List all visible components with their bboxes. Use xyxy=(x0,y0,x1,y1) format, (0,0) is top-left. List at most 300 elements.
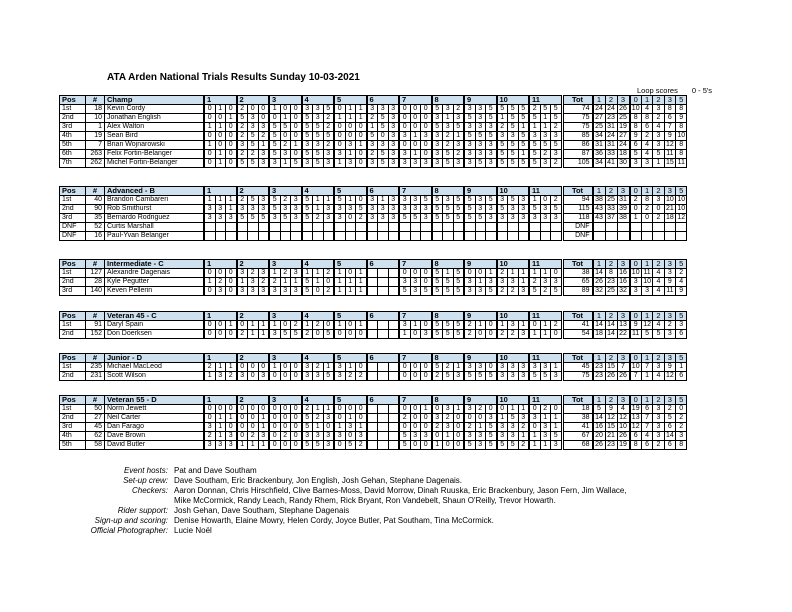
section-score-cell: 3 xyxy=(410,205,421,214)
section-score-cell: 5 xyxy=(540,141,551,150)
section-score-cell xyxy=(237,223,248,232)
rider-number-cell: 231 xyxy=(86,372,105,381)
loop-score-cell: 26 xyxy=(605,372,617,381)
section-score-cell: 2 xyxy=(497,287,508,296)
total-cell: 38 xyxy=(563,414,592,423)
table-row xyxy=(60,269,687,278)
section-score-cell: 3 xyxy=(302,363,313,372)
score-count-cell: 4 xyxy=(641,141,652,150)
section-score-cell: 1 xyxy=(335,159,346,168)
position-cell: 3rd xyxy=(60,214,86,223)
rider-name-cell: Michael MacLeod xyxy=(105,363,204,372)
section-score-cell: 0 xyxy=(530,321,541,330)
section-score-cell: 5 xyxy=(302,132,313,141)
section-score-cell xyxy=(486,223,497,232)
loop-score-cell: 23 xyxy=(605,441,617,450)
score-count-cell: 0 xyxy=(630,205,641,214)
section-score-cell: 1 xyxy=(302,269,313,278)
section-score-cell: 0 xyxy=(270,441,281,450)
section-score-cell: 1 xyxy=(215,159,226,168)
section-score-cell xyxy=(367,321,378,330)
header-loop: 11 xyxy=(530,187,562,196)
section-score-cell: 3 xyxy=(313,114,324,123)
section-score-cell: 1 xyxy=(530,123,541,132)
section-score-cell xyxy=(367,372,378,381)
header-loop-score: 3 xyxy=(617,187,629,196)
section-score-cell xyxy=(323,223,334,232)
section-score-cell: 3 xyxy=(465,141,476,150)
section-score-cell xyxy=(540,232,551,241)
table-row xyxy=(60,363,687,372)
header-loop: 1 xyxy=(205,354,237,363)
rider-number-cell: 1 xyxy=(86,123,105,132)
section-score-cell: 3 xyxy=(335,372,346,381)
section-score-cell: 5 xyxy=(237,114,248,123)
section-score-cell: 0 xyxy=(345,269,356,278)
loop-score-cell: 16 xyxy=(593,423,605,432)
header-loop: 3 xyxy=(270,187,302,196)
section-score-cell: 2 xyxy=(313,214,324,223)
section-score-cell xyxy=(378,414,389,423)
rider-name-cell: Sean Bird xyxy=(105,132,204,141)
section-score-cell: 3 xyxy=(453,114,464,123)
loop-score-cell: 23 xyxy=(593,363,605,372)
total-cell: 18 xyxy=(563,405,592,414)
section-score-cell xyxy=(248,223,259,232)
section-score-cell: 1 xyxy=(270,269,281,278)
section-score-cell: 0 xyxy=(421,150,432,159)
header-count: 1 xyxy=(641,354,652,363)
section-score-cell: 3 xyxy=(475,141,486,150)
section-score-cell: 0 xyxy=(335,441,346,450)
section-score-cell: 3 xyxy=(258,150,269,159)
section-score-cell: 3 xyxy=(497,432,508,441)
score-count-cell: 14 xyxy=(665,432,674,439)
class-name: Champ xyxy=(105,96,204,105)
rider-number-cell: 91 xyxy=(86,321,105,330)
section-score-cell: 3 xyxy=(540,363,551,372)
table-row xyxy=(60,141,687,150)
rider-number-cell: 45 xyxy=(86,423,105,432)
total-cell: DNF xyxy=(563,223,592,232)
section-score-cell: 3 xyxy=(258,159,269,168)
section-score-cell: 0 xyxy=(486,330,497,339)
header-loop: 2 xyxy=(237,354,269,363)
score-count-cell: 4 xyxy=(653,287,664,296)
loop-score-cell: 31 xyxy=(605,141,617,150)
section-score-cell: 5 xyxy=(400,432,411,441)
section-score-cell: 5 xyxy=(443,321,454,330)
section-score-cell: 1 xyxy=(518,150,529,159)
rider-number-cell: 27 xyxy=(86,414,105,423)
position-cell: 1st xyxy=(60,405,86,414)
loop-score-cell: 8 xyxy=(605,269,617,278)
section-score-cell: 5 xyxy=(530,372,541,381)
loop-score-cell: 14 xyxy=(605,330,617,339)
section-score-cell: 3 xyxy=(508,321,519,330)
loop-score-cell: 16 xyxy=(617,269,629,278)
header-loop: 9 xyxy=(465,396,497,405)
section-score-cell: 0 xyxy=(248,372,259,381)
section-score-cell: 1 xyxy=(345,278,356,287)
section-score-cell: 0 xyxy=(345,214,356,223)
total-cell: 118 xyxy=(563,214,592,223)
section-score-cell: 5 xyxy=(302,196,313,205)
header-loop: 2 xyxy=(237,396,269,405)
section-score-cell: 3 xyxy=(432,159,443,168)
section-score-cell: 1 xyxy=(215,423,226,432)
section-score-cell xyxy=(518,223,529,232)
section-score-cell: 1 xyxy=(335,287,346,296)
header-count: 3 xyxy=(664,354,675,363)
section-score-cell: 3 xyxy=(486,123,497,132)
section-score-cell: 3 xyxy=(443,123,454,132)
section-score-cell: 3 xyxy=(378,205,389,214)
section-score-cell xyxy=(356,232,367,241)
section-score-cell: 0 xyxy=(453,441,464,450)
section-score-cell: 1 xyxy=(356,141,367,150)
header-count: 5 xyxy=(676,396,687,405)
header-count: 5 xyxy=(676,312,687,321)
section-score-cell: 0 xyxy=(486,405,497,414)
section-score-cell: 5 xyxy=(465,205,476,214)
loop-score-cell: 18 xyxy=(617,150,629,159)
section-score-cell: 2 xyxy=(248,432,259,441)
score-count-cell: 3 xyxy=(653,105,664,114)
loop-score-cell: 9 xyxy=(605,405,617,414)
section-score-cell: 3 xyxy=(432,414,443,423)
loop-score-cell: 26 xyxy=(617,372,629,381)
total-cell: 94 xyxy=(563,196,592,205)
section-score-cell xyxy=(388,441,399,450)
table-row xyxy=(60,405,687,414)
score-count-cell: 1 xyxy=(630,214,641,223)
section-score-cell: 3 xyxy=(313,105,324,114)
section-score-cell: 1 xyxy=(313,196,324,205)
score-count-cell: 10 xyxy=(677,196,686,203)
section-score-cell: 0 xyxy=(215,330,226,339)
section-score-cell: 5 xyxy=(248,159,259,168)
section-score-cell xyxy=(400,232,411,241)
section-score-cell: 5 xyxy=(421,196,432,205)
section-score-cell: 3 xyxy=(486,141,497,150)
rider-name-cell: Rob Smithurst xyxy=(105,205,204,214)
section-score-cell: 0 xyxy=(486,363,497,372)
header-pos: Pos xyxy=(60,96,86,105)
score-count-cell: 6 xyxy=(641,441,652,450)
header-count: 0 xyxy=(630,396,641,405)
rider-number-cell: 262 xyxy=(86,159,105,168)
section-score-cell: 0 xyxy=(540,196,551,205)
header-pos: Pos xyxy=(60,354,86,363)
credit-row xyxy=(60,496,734,506)
section-score-cell xyxy=(302,232,313,241)
section-score-cell: 5 xyxy=(551,432,562,441)
header-count: 0 xyxy=(630,312,641,321)
section-score-cell xyxy=(345,223,356,232)
section-score-cell: 0 xyxy=(291,132,302,141)
total-cell: 67 xyxy=(563,432,592,441)
section-score-cell: 0 xyxy=(248,414,259,423)
section-score-cell: 5 xyxy=(280,330,291,339)
score-count-cell: 3 xyxy=(653,196,664,205)
section-score-cell: 3 xyxy=(335,363,346,372)
section-score-cell: 1 xyxy=(248,330,259,339)
section-score-cell: 0 xyxy=(421,278,432,287)
section-score-cell: 0 xyxy=(270,432,281,441)
section-score-cell: 3 xyxy=(551,441,562,450)
header-loop: 1 xyxy=(205,96,237,105)
section-score-cell: 1 xyxy=(443,432,454,441)
loop-score-cell: 25 xyxy=(593,123,605,132)
section-score-cell: 3 xyxy=(335,150,346,159)
score-count-cell: 8 xyxy=(664,105,675,114)
section-score-cell: 2 xyxy=(540,287,551,296)
section-score-cell: 3 xyxy=(518,372,529,381)
section-score-cell: 0 xyxy=(345,330,356,339)
section-score-cell: 0 xyxy=(205,150,216,159)
section-score-cell: 1 xyxy=(215,105,226,114)
credit-row xyxy=(60,506,734,516)
section-score-cell: 5 xyxy=(432,269,443,278)
header-count: 2 xyxy=(653,260,664,269)
section-score-cell xyxy=(388,372,399,381)
loop-score-cell: 37 xyxy=(605,214,617,223)
section-score-cell: 3 xyxy=(475,150,486,159)
section-score-cell: 0 xyxy=(237,321,248,330)
section-score-cell: 3 xyxy=(400,196,411,205)
loop-score-cell: 15 xyxy=(605,363,617,372)
section-score-cell: 1 xyxy=(335,269,346,278)
section-score-cell: 0 xyxy=(335,330,346,339)
loop-score-cell: 27 xyxy=(593,114,605,123)
section-score-cell: 5 xyxy=(248,132,259,141)
score-count-cell: 3 xyxy=(653,423,664,432)
section-score-cell: 3 xyxy=(410,432,421,441)
section-score-cell: 0 xyxy=(270,405,281,414)
table-row xyxy=(60,441,687,450)
section-score-cell: 1 xyxy=(356,423,367,432)
section-score-cell: 0 xyxy=(226,150,237,159)
section-score-cell: 2 xyxy=(497,123,508,132)
section-score-cell: 3 xyxy=(323,205,334,214)
score-count-cell xyxy=(653,223,664,232)
section-score-cell xyxy=(367,441,378,450)
section-score-cell: 3 xyxy=(291,287,302,296)
loop-score-cell: 25 xyxy=(605,196,617,205)
header-loop: 10 xyxy=(497,354,529,363)
section-score-cell: 5 xyxy=(453,287,464,296)
section-score-cell: 1 xyxy=(335,423,346,432)
section-score-cell: 5 xyxy=(465,196,476,205)
section-score-cell: 3 xyxy=(226,432,237,441)
section-score-cell: 1 xyxy=(270,363,281,372)
header-loop-score: 1 xyxy=(593,312,605,321)
section-score-cell: 0 xyxy=(421,441,432,450)
section-score-cell: 5 xyxy=(508,150,519,159)
section-score-cell: 5 xyxy=(530,114,541,123)
section-score-cell xyxy=(367,432,378,441)
section-score-cell: 3 xyxy=(443,423,454,432)
section-score-cell: 0 xyxy=(215,132,226,141)
rider-number-cell: 235 xyxy=(86,363,105,372)
section-score-cell: 3 xyxy=(335,214,346,223)
class-name: Veteran 55 - D xyxy=(105,396,204,405)
section-score-cell: 5 xyxy=(465,372,476,381)
position-cell: 2nd xyxy=(60,278,86,287)
table-header xyxy=(60,187,687,196)
score-count-cell: 7 xyxy=(641,363,652,372)
total-cell: 105 xyxy=(563,159,592,168)
total-cell: 87 xyxy=(563,150,592,159)
rider-number-cell: 16 xyxy=(86,232,105,241)
section-score-cell: 3 xyxy=(378,105,389,114)
section-score-cell: 1 xyxy=(205,278,216,287)
section-score-cell: 3 xyxy=(410,278,421,287)
section-score-cell: 5 xyxy=(465,114,476,123)
section-score-cell xyxy=(215,232,226,241)
loop-score-cell xyxy=(617,223,629,232)
position-cell: 2nd xyxy=(60,372,86,381)
section-score-cell: 5 xyxy=(302,214,313,223)
section-score-cell: 0 xyxy=(270,414,281,423)
score-count-cell xyxy=(664,232,675,241)
section-score-cell: 1 xyxy=(530,432,541,441)
section-score-cell: 2 xyxy=(280,141,291,150)
rider-number-cell: 62 xyxy=(86,432,105,441)
section-score-cell: 5 xyxy=(453,196,464,205)
section-score-cell: 1 xyxy=(226,114,237,123)
section-score-cell xyxy=(378,330,389,339)
loop-score-cell: 14 xyxy=(593,321,605,330)
section-score-cell: 5 xyxy=(270,150,281,159)
section-score-cell xyxy=(400,223,411,232)
section-score-cell: 5 xyxy=(302,423,313,432)
section-score-cell: 0 xyxy=(345,432,356,441)
score-count-cell: 10 xyxy=(665,196,674,203)
rider-name-cell: Kyle Pegutter xyxy=(105,278,204,287)
header-loop: 2 xyxy=(237,312,269,321)
section-score-cell: 2 xyxy=(443,414,454,423)
section-score-cell: 3 xyxy=(410,159,421,168)
section-score-cell: 5 xyxy=(443,372,454,381)
section-score-cell: 3 xyxy=(465,278,476,287)
rider-name-cell: Keven Pellerin xyxy=(105,287,204,296)
section-score-cell: 5 xyxy=(508,196,519,205)
section-score-cell: 5 xyxy=(486,441,497,450)
section-score-cell: 2 xyxy=(323,114,334,123)
section-score-cell xyxy=(432,232,443,241)
section-score-cell: 1 xyxy=(215,196,226,205)
loop-score-cell: 43 xyxy=(593,205,605,214)
section-score-cell: 0 xyxy=(356,123,367,132)
score-count-cell: 9 xyxy=(664,132,675,141)
section-score-cell: 1 xyxy=(400,330,411,339)
section-score-cell: 3 xyxy=(508,132,519,141)
rider-name-cell: Alexandre Dagenais xyxy=(105,269,204,278)
section-score-cell: 0 xyxy=(475,269,486,278)
credit-label: Event hosts: xyxy=(123,466,168,475)
section-score-cell: 3 xyxy=(237,269,248,278)
score-count-cell: 8 xyxy=(676,441,687,450)
section-score-cell xyxy=(248,232,259,241)
section-score-cell: 1 xyxy=(215,150,226,159)
loop-score-cell: 10 xyxy=(617,423,629,432)
section-score-cell: 3 xyxy=(421,132,432,141)
section-score-cell: 5 xyxy=(432,123,443,132)
section-score-cell xyxy=(280,223,291,232)
section-score-cell: 0 xyxy=(270,423,281,432)
section-score-cell: 0 xyxy=(400,372,411,381)
section-score-cell: 1 xyxy=(551,363,562,372)
section-score-cell: 3 xyxy=(280,287,291,296)
score-count-cell: 3 xyxy=(664,269,675,278)
header-loop: 7 xyxy=(400,354,432,363)
section-score-cell: 5 xyxy=(400,441,411,450)
section-score-cell: 2 xyxy=(530,278,541,287)
score-count-cell: 10 xyxy=(631,363,640,370)
section-score-cell: 3 xyxy=(378,141,389,150)
score-count-cell: 4 xyxy=(653,372,664,381)
section-score-cell xyxy=(378,287,389,296)
section-score-cell: 2 xyxy=(497,269,508,278)
section-score-cell: 1 xyxy=(508,269,519,278)
section-score-cell xyxy=(323,232,334,241)
loop-scores-legend xyxy=(637,86,712,95)
score-count-cell: 11 xyxy=(676,159,687,168)
total-cell: 38 xyxy=(563,269,592,278)
header-loop: 1 xyxy=(205,396,237,405)
section-score-cell: 0 xyxy=(345,405,356,414)
total-cell: 54 xyxy=(563,330,592,339)
section-score-cell: 0 xyxy=(215,405,226,414)
section-score-cell: 2 xyxy=(465,330,476,339)
section-score-cell: 0 xyxy=(400,423,411,432)
section-score-cell: 0 xyxy=(356,150,367,159)
section-score-cell: 1 xyxy=(356,287,367,296)
section-score-cell: 0 xyxy=(226,141,237,150)
header-loop: 6 xyxy=(367,96,399,105)
score-count-cell xyxy=(676,232,687,241)
section-score-cell: 3 xyxy=(497,214,508,223)
credit-label: Checkers: xyxy=(131,486,168,495)
score-count-cell xyxy=(641,232,652,241)
score-count-cell: 5 xyxy=(653,150,664,159)
section-score-cell: 0 xyxy=(323,423,334,432)
section-score-cell: 5 xyxy=(443,159,454,168)
header-loop: 8 xyxy=(432,312,464,321)
section-score-cell: 0 xyxy=(421,414,432,423)
header-loop: 6 xyxy=(367,312,399,321)
section-score-cell: 3 xyxy=(400,159,411,168)
position-cell: DNF xyxy=(60,232,86,241)
rider-number-cell: 10 xyxy=(86,114,105,123)
header-loop: 5 xyxy=(335,354,367,363)
header-loop: 6 xyxy=(367,260,399,269)
section-score-cell: 0 xyxy=(410,330,421,339)
section-score-cell: 1 xyxy=(335,321,346,330)
header-loop: 7 xyxy=(400,260,432,269)
section-score-cell: 0 xyxy=(356,405,367,414)
loop-score-cell xyxy=(605,232,617,241)
section-score-cell: 0 xyxy=(323,278,334,287)
loop-score-cell: 27 xyxy=(617,132,629,141)
section-score-cell xyxy=(421,232,432,241)
section-score-cell: 3 xyxy=(530,363,541,372)
section-score-cell: 1 xyxy=(540,441,551,450)
header-total: Tot xyxy=(563,187,592,196)
section-score-cell: 0 xyxy=(258,405,269,414)
